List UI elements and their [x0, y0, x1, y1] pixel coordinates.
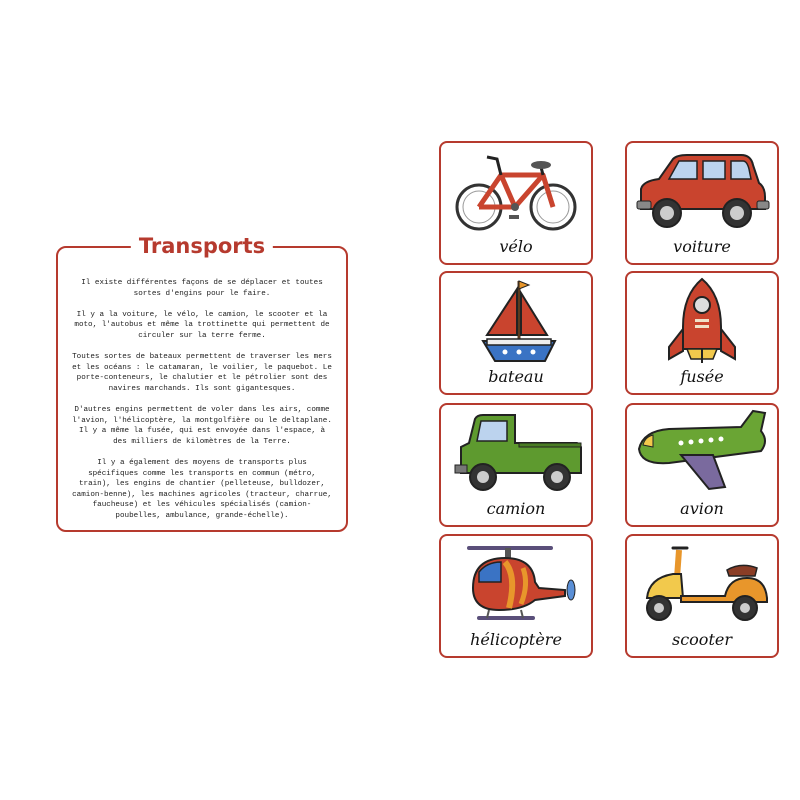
box-title: Transports: [131, 232, 273, 260]
car-icon: [629, 145, 775, 233]
transports-text-box: [56, 234, 348, 532]
airplane-icon: [629, 407, 775, 495]
helicopter-icon: [443, 538, 589, 626]
card-fusee: [625, 271, 779, 395]
card-label: bateau: [488, 367, 544, 386]
card-voiture: [625, 141, 779, 265]
card-label: fusée: [680, 367, 724, 386]
rocket-icon: [629, 275, 775, 363]
scooter-icon: [629, 538, 775, 626]
card-label: camion: [486, 499, 546, 518]
card-label: vélo: [499, 237, 533, 256]
card-label: voiture: [673, 237, 731, 256]
truck-icon: [443, 407, 589, 495]
card-camion: [439, 403, 593, 527]
paragraph-5: Il y a également des moyens de transports plus spécifiques comme les transports en commun (métro, train), les engins de chantier (pelleteuse, bulldozer, camion-benne), les machines agricoles (tracteur, charrue, faucheuse) et les véhicules spécialisés (camion-poubelles, ambulance, grande-échelle).: [72, 459, 332, 521]
card-bateau: [439, 271, 593, 395]
card-velo: [439, 141, 593, 265]
box-text: [70, 278, 334, 532]
paragraph-3: Toutes sortes de bateaux permettent de traverser les mers et les océans : le catamaran, le voilier, le paquebot. Le porte-conteneurs, le chalutier et le pétrolier sont des navires marchands. Ils sont gigantesques.: [72, 353, 332, 393]
card-label: avion: [680, 499, 724, 518]
card-avion: [625, 403, 779, 527]
card-label: scooter: [672, 630, 732, 649]
bicycle-icon: [443, 145, 589, 233]
card-scooter: [625, 534, 779, 658]
card-label: hélicoptère: [470, 630, 562, 649]
card-helicoptere: [439, 534, 593, 658]
paragraph-4: D'autres engins permettent de voler dans les airs, comme l'avion, l'hélicoptère, la montgolfière ou le deltaplane. Il y a même la fusée, qui est envoyée dans l'espace, à des milliers de kilomètres de la Terre.: [72, 406, 332, 446]
paragraph-2: Il y a la voiture, le vélo, le camion, le scooter et la moto, l'autobus et même la trottinette qui permettent de circuler sur la terre ferme.: [74, 310, 330, 340]
sailboat-icon: [443, 275, 589, 363]
paragraph-1: Il existe différentes façons de se déplacer et toutes sortes d'engins pour le faire.: [81, 279, 323, 298]
